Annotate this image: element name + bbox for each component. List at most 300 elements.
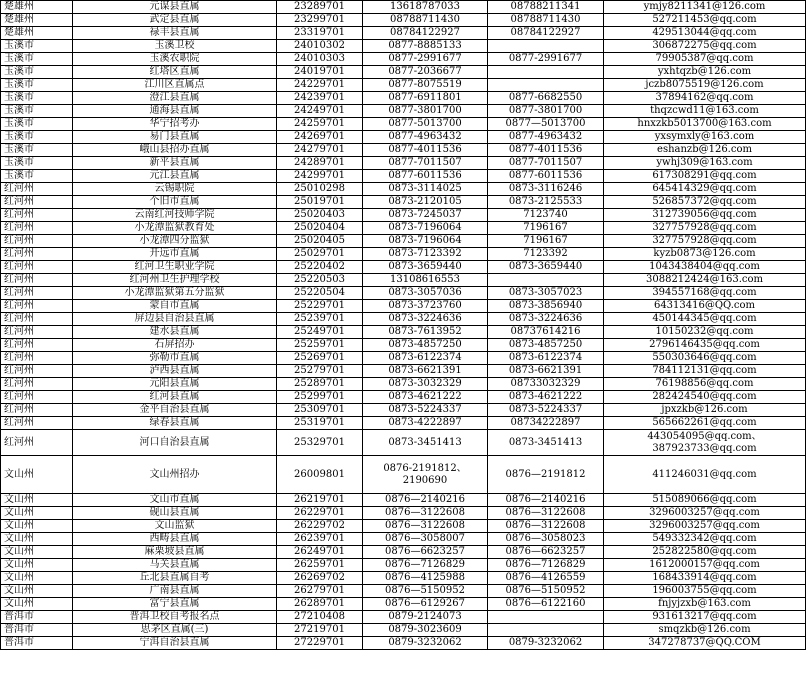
unit-name-cell: 云锡职院 <box>73 183 277 196</box>
phone-cell: 0873-3224636 <box>363 313 488 326</box>
table-row <box>1 248 806 261</box>
region-cell: 红河州 <box>1 430 73 456</box>
unit-code-cell: 25309701 <box>277 404 363 417</box>
table-row <box>1 105 806 118</box>
table-row <box>1 378 806 391</box>
email-cell: ymjy8211341@126.com <box>604 1 806 14</box>
unit-name-cell: 新平县直属 <box>73 157 277 170</box>
unit-name-cell: 玉溪农职院 <box>73 53 277 66</box>
region-cell: 玉溪市 <box>1 157 73 170</box>
unit-name-cell: 建水县直属 <box>73 326 277 339</box>
email-cell: fnjyjzxb@163.com <box>604 598 806 611</box>
email-cell: 784112131@qq.com <box>604 365 806 378</box>
region-cell: 红河州 <box>1 261 73 274</box>
phone2-cell: 0877-3801700 <box>488 105 604 118</box>
unit-name-cell: 江川区直属点 <box>73 79 277 92</box>
email-cell: 10150232@qq.com <box>604 326 806 339</box>
table-row <box>1 559 806 572</box>
table-row <box>1 533 806 546</box>
table-row <box>1 14 806 27</box>
unit-code-cell: 24010302 <box>277 40 363 53</box>
region-cell: 红河州 <box>1 326 73 339</box>
unit-name-cell: 小龙潭四分监狱 <box>73 235 277 248</box>
unit-name-cell: 丘北县直属自考 <box>73 572 277 585</box>
region-cell: 红河州 <box>1 352 73 365</box>
email-cell: 526857372@qq.com <box>604 196 806 209</box>
unit-name-cell: 宁洱自治县直属 <box>73 637 277 650</box>
table-row <box>1 144 806 157</box>
table-row <box>1 118 806 131</box>
phone2-cell: 08737614216 <box>488 326 604 339</box>
unit-name-cell: 麻栗坡县直属 <box>73 546 277 559</box>
region-cell: 文山州 <box>1 494 73 507</box>
phone2-cell: 0877-7011507 <box>488 157 604 170</box>
table-row <box>1 352 806 365</box>
table-row <box>1 261 806 274</box>
phone-cell: 0876—3058007 <box>363 533 488 546</box>
unit-name-cell: 广南县直属 <box>73 585 277 598</box>
unit-code-cell: 25020404 <box>277 222 363 235</box>
region-cell: 红河州 <box>1 248 73 261</box>
table-row <box>1 326 806 339</box>
table-row <box>1 494 806 507</box>
region-cell: 玉溪市 <box>1 53 73 66</box>
phone2-cell: 0873-4857250 <box>488 339 604 352</box>
phone-cell: 0873-2120105 <box>363 196 488 209</box>
region-cell: 文山州 <box>1 585 73 598</box>
region-cell: 玉溪市 <box>1 66 73 79</box>
email-cell: 327757928@qq.com <box>604 222 806 235</box>
phone2-cell <box>488 79 604 92</box>
phone-cell: 0873-6122374 <box>363 352 488 365</box>
table-row <box>1 430 806 456</box>
email-cell: 429513044@qq.com <box>604 27 806 40</box>
table-row <box>1 27 806 40</box>
unit-code-cell: 26269702 <box>277 572 363 585</box>
unit-code-cell: 25029701 <box>277 248 363 261</box>
table-row <box>1 520 806 533</box>
phone-cell: 0873-7196064 <box>363 235 488 248</box>
email-cell: thqzcwd11@163.com <box>604 105 806 118</box>
unit-code-cell: 24279701 <box>277 144 363 157</box>
phone2-cell: 0877-4963432 <box>488 131 604 144</box>
email-cell: 282424540@qq.com <box>604 391 806 404</box>
email-cell: 411246031@qq.com <box>604 456 806 494</box>
region-cell: 红河州 <box>1 378 73 391</box>
region-cell: 玉溪市 <box>1 79 73 92</box>
phone2-cell: 0876—3122608 <box>488 520 604 533</box>
email-cell: yxsymxly@163.com <box>604 131 806 144</box>
region-cell: 红河州 <box>1 300 73 313</box>
unit-code-cell: 25220503 <box>277 274 363 287</box>
phone2-cell: 0873-3057023 <box>488 287 604 300</box>
phone-cell: 0873-3114025 <box>363 183 488 196</box>
unit-code-cell: 25229701 <box>277 300 363 313</box>
table-row <box>1 611 806 624</box>
unit-name-cell: 弥勒市直属 <box>73 352 277 365</box>
unit-name-cell: 云南红河技师学院 <box>73 209 277 222</box>
email-cell: 79905387@qq.com <box>604 53 806 66</box>
table-row <box>1 391 806 404</box>
email-cell: 76198856@qq.com <box>604 378 806 391</box>
unit-code-cell: 27210408 <box>277 611 363 624</box>
phone-cell: 0877-4011536 <box>363 144 488 157</box>
region-cell: 玉溪市 <box>1 170 73 183</box>
phone-cell: 0876—7126829 <box>363 559 488 572</box>
table-row <box>1 313 806 326</box>
phone2-cell: 0876—4126559 <box>488 572 604 585</box>
email-cell: 3088212424@163.com <box>604 274 806 287</box>
phone-cell: 0877-7011507 <box>363 157 488 170</box>
region-cell: 玉溪市 <box>1 92 73 105</box>
table-row <box>1 417 806 430</box>
phone-cell: 0876—3122608 <box>363 507 488 520</box>
phone2-cell: 0876—3122608 <box>488 507 604 520</box>
phone2-cell <box>488 66 604 79</box>
email-cell: 550303646@qq.com <box>604 352 806 365</box>
region-cell: 文山州 <box>1 559 73 572</box>
unit-name-cell: 绿春县直属 <box>73 417 277 430</box>
phone-cell: 13108616553 <box>363 274 488 287</box>
table-row <box>1 183 806 196</box>
phone-cell: 0876—6129267 <box>363 598 488 611</box>
phone-cell: 0873-7613952 <box>363 326 488 339</box>
table-row <box>1 637 806 650</box>
unit-name-cell: 文山市直属 <box>73 494 277 507</box>
phone2-cell: 08788711430 <box>488 14 604 27</box>
phone2-cell: 08733032329 <box>488 378 604 391</box>
phone2-cell: 08788211341 <box>488 1 604 14</box>
email-cell: 196003755@qq.com <box>604 585 806 598</box>
phone-cell: 0876—2140216 <box>363 494 488 507</box>
region-cell: 玉溪市 <box>1 118 73 131</box>
table-row <box>1 404 806 417</box>
phone-cell: 0873-7123392 <box>363 248 488 261</box>
table-row <box>1 339 806 352</box>
email-cell: 347278737@QQ.COM <box>604 637 806 650</box>
phone-cell: 0877-8885133 <box>363 40 488 53</box>
unit-code-cell: 25220402 <box>277 261 363 274</box>
phone2-cell: 0873-2125533 <box>488 196 604 209</box>
email-cell: 312739056@qq.com <box>604 209 806 222</box>
table-row <box>1 585 806 598</box>
region-cell: 红河州 <box>1 209 73 222</box>
email-cell: 617308291@qq.com <box>604 170 806 183</box>
phone2-cell: 0877-6682550 <box>488 92 604 105</box>
table-row <box>1 131 806 144</box>
unit-name-cell: 小龙潭监狱教育处 <box>73 222 277 235</box>
phone-cell: 0873-4222897 <box>363 417 488 430</box>
region-cell: 红河州 <box>1 313 73 326</box>
unit-code-cell: 24010303 <box>277 53 363 66</box>
unit-name-cell: 屏边县自治县直属 <box>73 313 277 326</box>
phone-cell: 0877-3801700 <box>363 105 488 118</box>
phone-cell: 0877-2036677 <box>363 66 488 79</box>
phone-cell: 0873-4621222 <box>363 391 488 404</box>
phone-cell: 0877-8075519 <box>363 79 488 92</box>
region-cell: 玉溪市 <box>1 105 73 118</box>
unit-code-cell: 23319701 <box>277 27 363 40</box>
region-cell: 楚雄州 <box>1 14 73 27</box>
email-cell: 1612000157@qq.com <box>604 559 806 572</box>
unit-code-cell: 25220504 <box>277 287 363 300</box>
unit-name-cell: 富宁县直属 <box>73 598 277 611</box>
email-cell: 252822580@qq.com <box>604 546 806 559</box>
phone2-cell: 0873-3856940 <box>488 300 604 313</box>
phone-cell: 0879-3232062 <box>363 637 488 650</box>
unit-name-cell: 泸西县直属 <box>73 365 277 378</box>
region-cell: 玉溪市 <box>1 144 73 157</box>
unit-code-cell: 26229701 <box>277 507 363 520</box>
email-cell: 1043438404@qq.com <box>604 261 806 274</box>
unit-name-cell: 个旧市直属 <box>73 196 277 209</box>
unit-code-cell: 25299701 <box>277 391 363 404</box>
unit-code-cell: 25329701 <box>277 430 363 456</box>
unit-name-cell: 元江县直属 <box>73 170 277 183</box>
email-cell: 37894162@qq.com <box>604 92 806 105</box>
phone2-cell <box>488 274 604 287</box>
unit-code-cell: 25279701 <box>277 365 363 378</box>
phone-cell: 13618787033 <box>363 1 488 14</box>
unit-name-cell: 红河州卫生护理学校 <box>73 274 277 287</box>
phone2-cell: 0873-6122374 <box>488 352 604 365</box>
unit-code-cell: 26239701 <box>277 533 363 546</box>
unit-name-cell: 易门县直属 <box>73 131 277 144</box>
email-cell: hnxzkb5013700@163.com <box>604 118 806 131</box>
table-row <box>1 1 806 14</box>
table-row <box>1 79 806 92</box>
unit-code-cell: 25010298 <box>277 183 363 196</box>
region-cell: 红河州 <box>1 365 73 378</box>
phone2-cell: 0873-4621222 <box>488 391 604 404</box>
email-cell: 450144345@qq.com <box>604 313 806 326</box>
phone2-cell: 7196167 <box>488 222 604 235</box>
unit-code-cell: 25019701 <box>277 196 363 209</box>
region-cell: 文山州 <box>1 456 73 494</box>
email-cell: 327757928@qq.com <box>604 235 806 248</box>
phone2-cell: 7196167 <box>488 235 604 248</box>
phone-cell: 08788711430 <box>363 14 488 27</box>
region-cell: 红河州 <box>1 417 73 430</box>
email-cell: jpxzkb@126.com <box>604 404 806 417</box>
email-cell: 394557168@qq.com <box>604 287 806 300</box>
region-cell: 红河州 <box>1 235 73 248</box>
phone2-cell: 0873-3451413 <box>488 430 604 456</box>
unit-code-cell: 24289701 <box>277 157 363 170</box>
unit-name-cell: 开远市直属 <box>73 248 277 261</box>
table-row <box>1 598 806 611</box>
unit-name-cell: 文山监狱 <box>73 520 277 533</box>
email-cell: yxhtqzb@126.com <box>604 66 806 79</box>
phone2-cell: 0873-6621391 <box>488 365 604 378</box>
table-row <box>1 235 806 248</box>
table-row <box>1 53 806 66</box>
unit-name-cell: 红河卫生职业学院 <box>73 261 277 274</box>
unit-code-cell: 23289701 <box>277 1 363 14</box>
unit-code-cell: 26279701 <box>277 585 363 598</box>
phone2-cell: 0876—3058023 <box>488 533 604 546</box>
phone-cell: 0873-3032329 <box>363 378 488 391</box>
table-row <box>1 274 806 287</box>
phone2-cell: 0873-3116246 <box>488 183 604 196</box>
phone-cell: 0876—4125988 <box>363 572 488 585</box>
unit-code-cell: 25020405 <box>277 235 363 248</box>
table-row <box>1 66 806 79</box>
unit-name-cell: 金平自治县直属 <box>73 404 277 417</box>
unit-code-cell: 24019701 <box>277 66 363 79</box>
unit-name-cell: 蒙自市直属 <box>73 300 277 313</box>
region-cell: 玉溪市 <box>1 131 73 144</box>
phone2-cell: 0877-2991677 <box>488 53 604 66</box>
email-cell: 565662261@qq.com <box>604 417 806 430</box>
phone2-cell: 0876—7126829 <box>488 559 604 572</box>
phone-cell: 0877-4963432 <box>363 131 488 144</box>
phone2-cell: 7123392 <box>488 248 604 261</box>
phone2-cell: 0876—2191812 <box>488 456 604 494</box>
email-cell: smqzkb@126.com <box>604 624 806 637</box>
unit-code-cell: 25269701 <box>277 352 363 365</box>
region-cell: 文山州 <box>1 533 73 546</box>
phone-cell: 0873-4857250 <box>363 339 488 352</box>
region-cell: 文山州 <box>1 546 73 559</box>
email-cell: 168433914@qq.com <box>604 572 806 585</box>
phone-cell: 0876—6623257 <box>363 546 488 559</box>
region-cell: 文山州 <box>1 520 73 533</box>
unit-code-cell: 27229701 <box>277 637 363 650</box>
unit-code-cell: 24239701 <box>277 92 363 105</box>
region-cell: 文山州 <box>1 572 73 585</box>
email-cell: eshanzb@126.com <box>604 144 806 157</box>
phone-cell: 0876-2191812、2190690 <box>363 456 488 494</box>
phone-cell: 0873-3659440 <box>363 261 488 274</box>
unit-name-cell: 砚山县直属 <box>73 507 277 520</box>
phone2-cell: 0876—6122160 <box>488 598 604 611</box>
email-cell: 306872275@qq.com <box>604 40 806 53</box>
phone2-cell: 0873-3659440 <box>488 261 604 274</box>
phone-cell: 0873-7245037 <box>363 209 488 222</box>
unit-name-cell: 通海县直属 <box>73 105 277 118</box>
email-cell: ywhj309@163.com <box>604 157 806 170</box>
table-row <box>1 209 806 222</box>
region-cell: 楚雄州 <box>1 1 73 14</box>
phone-cell: 08784122927 <box>363 27 488 40</box>
unit-code-cell: 26259701 <box>277 559 363 572</box>
email-cell: 549332342@qq.com <box>604 533 806 546</box>
unit-name-cell: 河口自治县直属 <box>73 430 277 456</box>
unit-name-cell: 红河县直属 <box>73 391 277 404</box>
unit-code-cell: 26229702 <box>277 520 363 533</box>
table-row <box>1 40 806 53</box>
email-cell: 931613217@qq.com <box>604 611 806 624</box>
phone2-cell: 0876—6623257 <box>488 546 604 559</box>
unit-name-cell: 小龙潭监狱第五分监狱 <box>73 287 277 300</box>
email-cell: 64313416@QQ.com <box>604 300 806 313</box>
phone2-cell: 0877—5013700 <box>488 118 604 131</box>
phone2-cell: 0879-3232062 <box>488 637 604 650</box>
phone-cell: 0873-7196064 <box>363 222 488 235</box>
phone-cell: 0877-6911801 <box>363 92 488 105</box>
unit-code-cell: 24259701 <box>277 118 363 131</box>
table-body <box>1 1 806 650</box>
table-row <box>1 300 806 313</box>
region-cell: 普洱市 <box>1 637 73 650</box>
phone2-cell: 08784122927 <box>488 27 604 40</box>
table-row <box>1 170 806 183</box>
unit-name-cell: 华宁招考办 <box>73 118 277 131</box>
region-cell: 红河州 <box>1 339 73 352</box>
table-row <box>1 507 806 520</box>
region-cell: 红河州 <box>1 404 73 417</box>
email-cell: 645414329@qq.com <box>604 183 806 196</box>
unit-name-cell: 思茅区直属(三) <box>73 624 277 637</box>
email-cell: 527211453@qq.com <box>604 14 806 27</box>
unit-name-cell: 红塔区直属 <box>73 66 277 79</box>
unit-code-cell: 23299701 <box>277 14 363 27</box>
unit-code-cell: 24269701 <box>277 131 363 144</box>
unit-name-cell: 澄江县直属 <box>73 92 277 105</box>
phone-cell: 0876—5150952 <box>363 585 488 598</box>
unit-code-cell: 24249701 <box>277 105 363 118</box>
phone2-cell: 08734222897 <box>488 417 604 430</box>
unit-name-cell: 西畴县直属 <box>73 533 277 546</box>
unit-code-cell: 24299701 <box>277 170 363 183</box>
phone2-cell: 0877-4011536 <box>488 144 604 157</box>
email-cell: jczb8075519@126.com <box>604 79 806 92</box>
table-row <box>1 222 806 235</box>
phone-cell: 0877-6011536 <box>363 170 488 183</box>
email-cell: kyzb0873@126.com <box>604 248 806 261</box>
region-cell: 红河州 <box>1 222 73 235</box>
unit-name-cell: 禄丰县直属 <box>73 27 277 40</box>
phone-cell: 0877-5013700 <box>363 118 488 131</box>
email-cell: 2796146435@qq.com <box>604 339 806 352</box>
phone2-cell: 0877-6011536 <box>488 170 604 183</box>
table-row <box>1 287 806 300</box>
table-row <box>1 546 806 559</box>
phone-cell: 0873-6621391 <box>363 365 488 378</box>
email-cell: 3296003257@qq.com <box>604 507 806 520</box>
unit-code-cell: 26289701 <box>277 598 363 611</box>
phone-cell: 0873-3057036 <box>363 287 488 300</box>
email-cell: 3296003257@qq.com <box>604 520 806 533</box>
region-cell: 普洱市 <box>1 611 73 624</box>
unit-code-cell: 25319701 <box>277 417 363 430</box>
region-cell: 普洱市 <box>1 624 73 637</box>
region-cell: 玉溪市 <box>1 40 73 53</box>
table-row <box>1 572 806 585</box>
unit-name-cell: 玉溪卫校 <box>73 40 277 53</box>
region-cell: 文山州 <box>1 598 73 611</box>
table-row <box>1 624 806 637</box>
table-row <box>1 196 806 209</box>
phone2-cell: 7123740 <box>488 209 604 222</box>
unit-name-cell: 石屏招办 <box>73 339 277 352</box>
unit-name-cell: 马关县直属 <box>73 559 277 572</box>
table-row <box>1 92 806 105</box>
phone2-cell <box>488 611 604 624</box>
unit-name-cell: 峨山县招办直属 <box>73 144 277 157</box>
unit-code-cell: 24229701 <box>277 79 363 92</box>
region-cell: 红河州 <box>1 391 73 404</box>
region-cell: 文山州 <box>1 507 73 520</box>
email-cell: 443054095@qq.com、387923733@qq.com <box>604 430 806 456</box>
unit-name-cell: 文山州招办 <box>73 456 277 494</box>
phone-cell: 0873-3451413 <box>363 430 488 456</box>
table-row <box>1 365 806 378</box>
unit-code-cell: 27219701 <box>277 624 363 637</box>
table-row <box>1 456 806 494</box>
unit-code-cell: 26009801 <box>277 456 363 494</box>
